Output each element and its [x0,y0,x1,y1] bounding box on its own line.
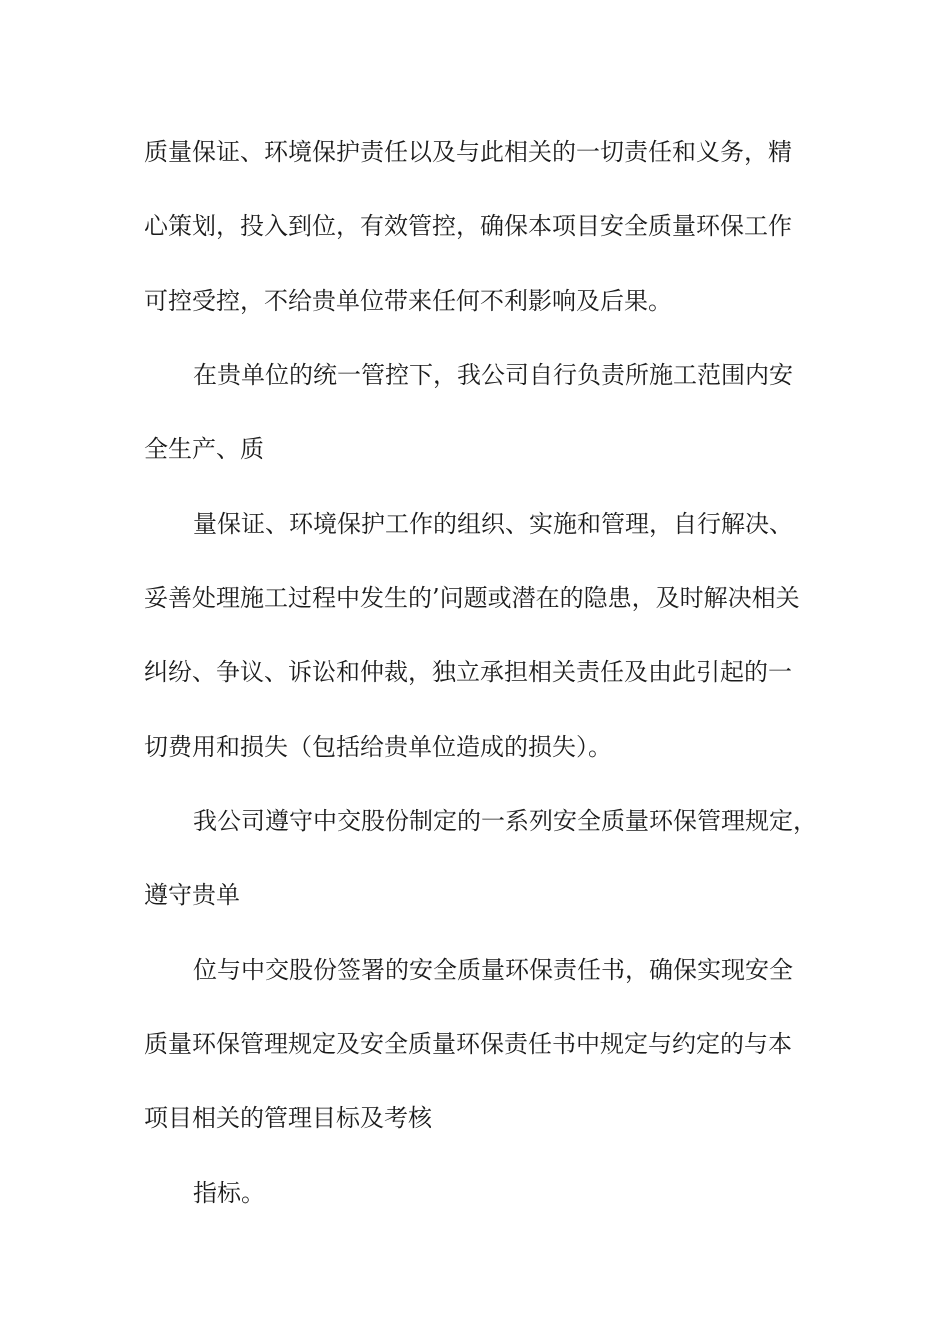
paragraph-line: 量保证、环境保护工作的组织、实施和管理，自行解决、 [193,510,793,538]
paragraph-line: 切费用和损失（包括给贵单位造成的损失）。 [144,733,612,761]
paragraph-line: 质量保证、环境保护责任以及与此相关的一切责任和义务，精 [144,138,792,166]
paragraph-line: 全生产、质 [144,435,264,463]
paragraph-line: 质量环保管理规定及安全质量环保责任书中规定与约定的与本 [144,1030,792,1058]
paragraph-line: 妥善处理施工过程中发生的’问题或潜在的隐患，及时解决相关 [144,584,800,612]
paragraph-line: 纠纷、争议、诉讼和仲裁，独立承担相关责任及由此引起的一 [144,658,792,686]
paragraph-line: 位与中交股份签署的安全质量环保责任书，确保实现安全 [193,956,793,984]
paragraph-line: 项目相关的管理目标及考核 [144,1104,432,1132]
paragraph-line: 遵守贵单 [144,881,240,909]
paragraph-line: 我公司遵守中交股份制定的一系列安全质量环保管理规定， [193,807,817,835]
paragraph-line: 可控受控，不给贵单位带来任何不利影响及后果。 [144,287,672,315]
paragraph-line: 指标。 [193,1179,265,1207]
paragraph-line: 心策划，投入到位，有效管控，确保本项目安全质量环保工作 [144,212,792,240]
paragraph-line: 在贵单位的统一管控下，我公司自行负责所施工范围内安 [193,361,793,389]
